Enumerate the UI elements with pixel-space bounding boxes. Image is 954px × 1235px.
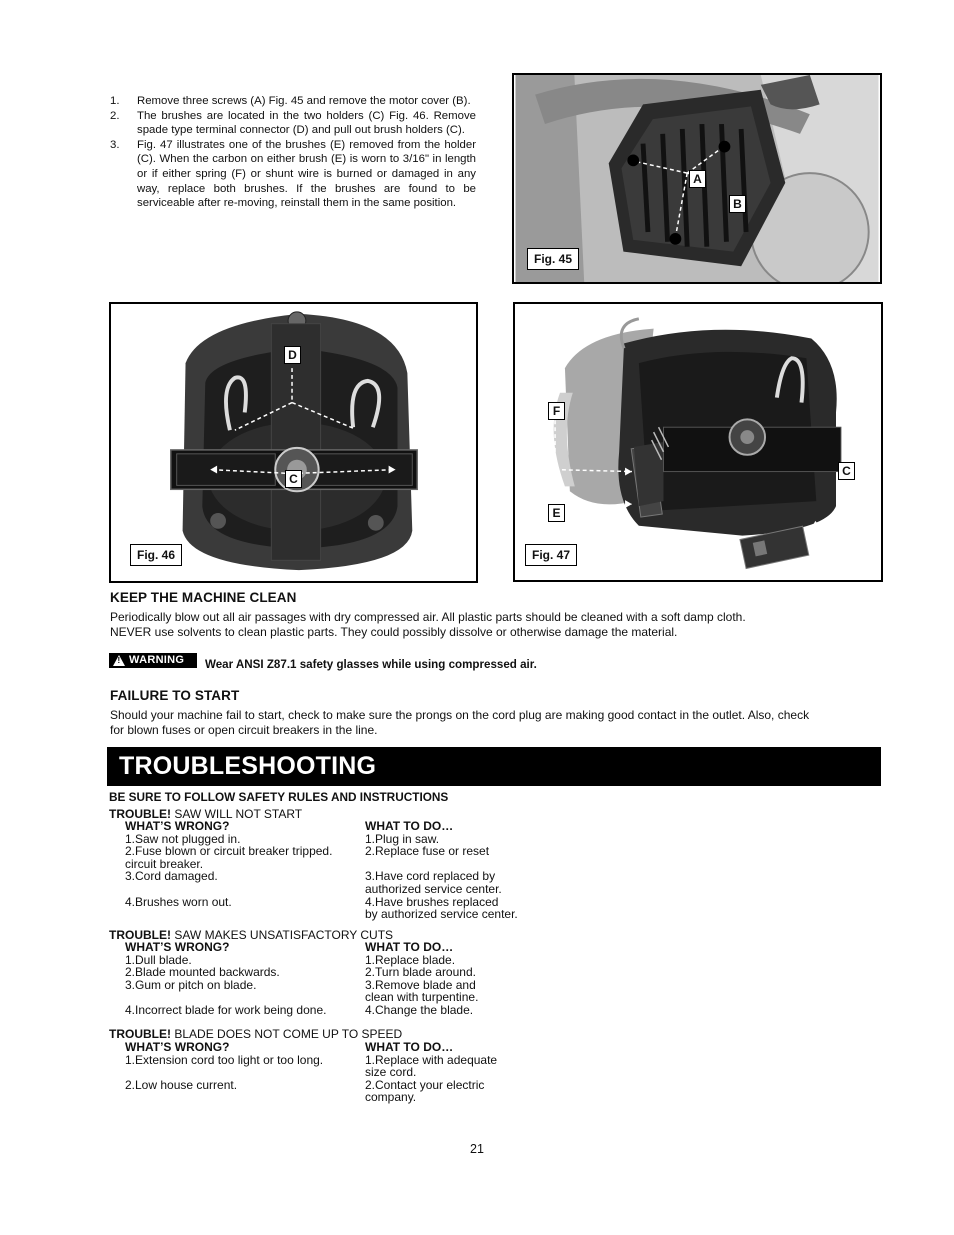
callout-e: E (548, 504, 565, 522)
callout-a: A (689, 170, 706, 188)
whats-wrong-column: WHAT’S WRONG? 1.Dull blade. 2.Blade mounted backwards. 3.Gum or pitch on blade. 4.Incorrect blade for work being done. (125, 940, 327, 1017)
warning-text: Wear ANSI Z87.1 safety glasses while using compressed air. (205, 658, 537, 671)
step-item: 3. Fig. 47 illustrates one of the brushes (E) removed from the holder (C). When the carbon on either brush (E) is worn to 3/16" in length or if either spring (F) or shunt wire is burned or damaged in any way, replace both brushes. If the brushes are found to be serviceable after re-moving, reinstall them in the same position. (110, 138, 476, 210)
whats-wrong-column: WHAT’S WRONG? 1.Extension cord too light or too long. 2.Low house current. (125, 1040, 324, 1092)
callout-d: D (284, 346, 301, 364)
callout-b: B (729, 195, 746, 213)
page-number: 21 (470, 1142, 484, 1156)
callout-c: C (285, 470, 302, 488)
failure-heading: FAILURE TO START (110, 688, 240, 703)
warning-badge: ! WARNING (109, 653, 197, 668)
trouble-title: TROUBLE! BLADE DOES NOT COME UP TO SPEED (109, 1027, 403, 1041)
keep-clean-heading: KEEP THE MACHINE CLEAN (110, 590, 297, 605)
keep-clean-text: Periodically blow out all air passages with dry compressed air. All plastic parts should be cleaned with a soft damp cloth. NEVER use solvents to clean plastic parts. They could possibly dissolve or otherwise damage the material. (110, 610, 746, 639)
step-item: 1. Remove three screws (A) Fig. 45 and remove the motor cover (B). (110, 95, 471, 107)
safety-note: BE SURE TO FOLLOW SAFETY RULES AND INSTRUCTIONS (109, 790, 449, 804)
troubleshooting-banner: TROUBLESHOOTING (107, 747, 881, 786)
trouble-title: TROUBLE! SAW WILL NOT START (109, 807, 303, 821)
trouble-title: TROUBLE! SAW MAKES UNSATISFACTORY CUTS (109, 928, 394, 942)
brush-removed-photo (515, 304, 881, 580)
figure-46 (109, 302, 478, 583)
figure-45 (512, 73, 882, 284)
figure-label: Fig. 46 (130, 544, 182, 566)
what-to-do-column: WHAT TO DO… 1.Plug in saw. 2.Replace fuse or reset 3.Have cord replaced by authorized service center. 4.Have brushes replaced by authorized service center. (365, 819, 518, 922)
figure-label: Fig. 45 (527, 248, 579, 270)
what-to-do-column: WHAT TO DO… 1.Replace with adequate size cord. 2.Contact your electric company. (365, 1040, 498, 1105)
brush-steps-list (110, 94, 476, 211)
step-item: 2. The brushes are located in the two holders (C) Fig. 46. Remove spade type terminal connector (D) and pull out brush holders (C). (110, 109, 476, 137)
callout-c: C (838, 462, 855, 480)
whats-wrong-column: WHAT’S WRONG? 1.Saw not plugged in. 2.Fuse blown or circuit breaker tripped. circuit breaker. 3.Cord damaged. 4.Brushes worn out. (125, 819, 333, 909)
figure-47 (513, 302, 883, 582)
callout-f: F (548, 402, 565, 420)
figure-label: Fig. 47 (525, 544, 577, 566)
failure-text: Should your machine fail to start, check to make sure the prongs on the cord plug are making good contact in the outlet. Also, check for blown fuses or open circuit breakers in the line. (110, 708, 810, 737)
what-to-do-column: WHAT TO DO… 1.Replace blade. 2.Turn blade around. 3.Remove blade and clean with turpentine. 4.Change the blade. (365, 940, 479, 1017)
